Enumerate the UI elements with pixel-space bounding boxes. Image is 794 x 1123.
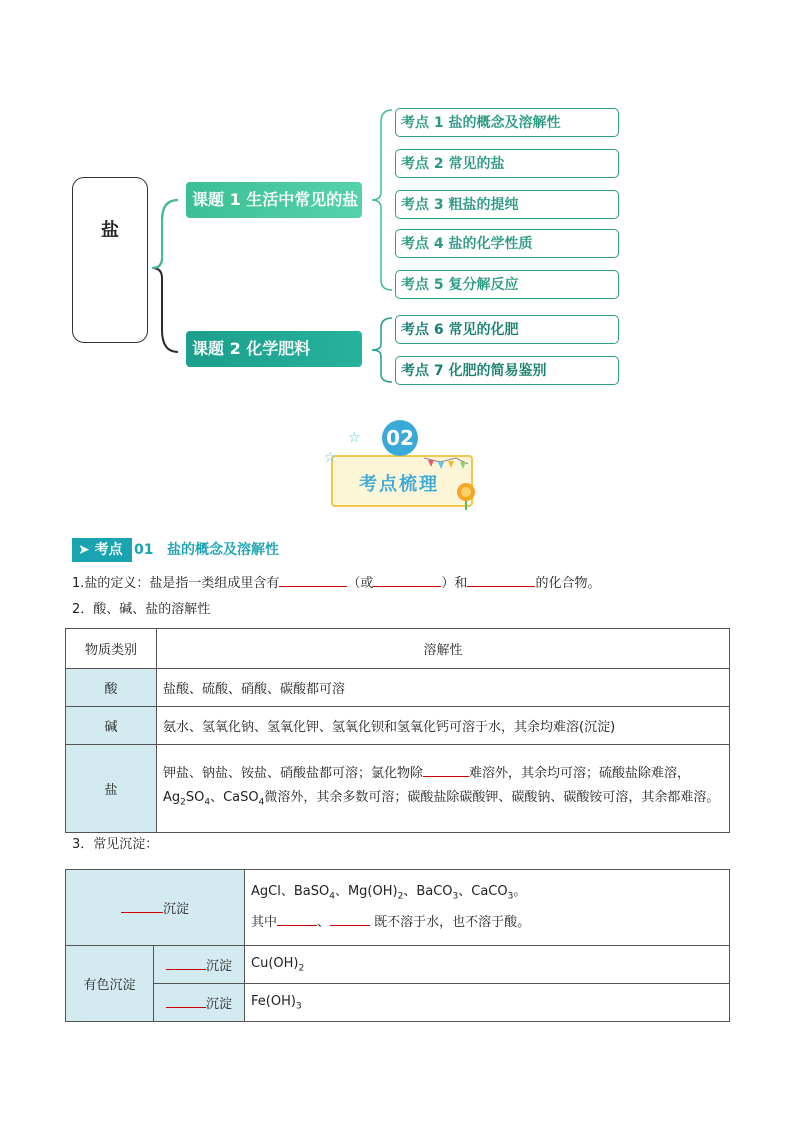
header-category: 物质类别 <box>66 629 157 669</box>
blue-precipitate-label <box>154 946 245 984</box>
point-4: 考点 4 盐的化学性质 <box>395 229 619 258</box>
badge-number: 02 <box>386 426 414 450</box>
lesson-2: 课题 2 化学肥料 <box>186 331 362 367</box>
section-tag-label: 考点 <box>94 542 123 558</box>
section-badge <box>320 420 480 512</box>
point-5: 考点 5 复分解反应 <box>395 270 619 299</box>
definition-text-b: （或 <box>347 576 374 591</box>
note-a: 其中 <box>251 914 278 930</box>
blue-precipitate-value <box>245 946 730 984</box>
salt-sub-a: 2 <box>180 797 186 808</box>
red-precipitate-value <box>245 984 730 1022</box>
point-2: 考点 2 常见的盐 <box>395 149 619 178</box>
formula-a: AgCl、BaSO <box>251 884 330 900</box>
salt-text-c: SO <box>185 790 205 806</box>
solubility-heading: 2．酸、碱、盐的溶解性 <box>72 602 211 617</box>
blank-color-1[interactable] <box>121 899 163 913</box>
formula-sub-d: 3 <box>507 891 514 902</box>
mindmap-root <box>72 177 148 343</box>
white-precipitate-values <box>245 870 730 946</box>
header-solubility: 溶解性 <box>157 629 730 669</box>
section-number: 01 <box>134 542 154 558</box>
section-tag: ➤ 考点 <box>72 538 132 562</box>
formula-sub-c: 3 <box>452 891 459 902</box>
salt-text-b: 难溶外，其余均可溶；硫酸盐除难溶，Ag <box>163 766 691 806</box>
formula-e: 。 <box>513 884 527 900</box>
section-name: 盐的概念及溶解性 <box>167 542 279 558</box>
blank-color-3[interactable] <box>166 994 206 1008</box>
row-salt-text <box>157 745 730 833</box>
point-7: 考点 7 化肥的简易鉴别 <box>395 356 619 385</box>
badge-title: 考点梳理 <box>359 474 439 495</box>
white-precipitate-label <box>66 870 245 946</box>
definition-line <box>72 573 600 594</box>
mindmap-root-label: 盐 <box>101 220 119 241</box>
insoluble-note <box>251 910 723 936</box>
point-6: 考点 6 常见的化肥 <box>395 315 619 344</box>
formula-b: 、Mg(OH) <box>334 884 398 900</box>
row-base-text: 氨水、氢氧化钠、氢氧化钾、氢氧化钡和氢氧化钙可溶于水，其余均难溶(沉淀) <box>157 707 730 745</box>
solubility-table <box>65 628 730 833</box>
svg-text:☆: ☆ <box>348 430 361 446</box>
row-base-label: 碱 <box>66 707 157 745</box>
note-c: 既不溶于水，也不溶于酸。 <box>374 914 531 930</box>
svg-text:☆: ☆ <box>324 450 337 466</box>
red-precipitate-text: 沉淀 <box>205 997 232 1012</box>
formula-sub-b: 2 <box>397 891 404 902</box>
blank-2[interactable] <box>373 573 441 587</box>
precipitate-table <box>65 869 730 1022</box>
formula-d: 、CaCO <box>458 884 508 900</box>
blue-precipitate-text: 沉淀 <box>205 959 232 974</box>
formula-c: 、BaCO <box>403 884 453 900</box>
colored-precipitate-label: 有色沉淀 <box>66 946 154 1022</box>
row-acid-label: 酸 <box>66 669 157 707</box>
definition-text-c: ）和 <box>441 576 468 591</box>
blank-insoluble-2[interactable] <box>330 912 370 926</box>
blank-1[interactable] <box>279 573 347 587</box>
row-salt-label: 盐 <box>66 745 157 833</box>
blank-insoluble-1[interactable] <box>277 912 317 926</box>
feoh-sub: 3 <box>295 1001 302 1012</box>
definition-text-d: 的化合物。 <box>535 576 601 591</box>
salt-text-d: 、CaSO <box>210 790 259 806</box>
cuoh-sub: 2 <box>298 963 305 974</box>
cuoh-formula: Cu(OH) <box>251 955 299 971</box>
precipitate-heading: 3．常见沉淀： <box>72 837 159 852</box>
blank-color-2[interactable] <box>166 956 206 970</box>
point-3: 考点 3 粗盐的提纯 <box>395 190 619 219</box>
salt-sub-b: 4 <box>204 797 211 808</box>
red-precipitate-label <box>154 984 245 1022</box>
note-b: 、 <box>317 914 331 930</box>
feoh-formula: Fe(OH) <box>251 993 296 1009</box>
point-1: 考点 1 盐的概念及溶解性 <box>395 108 619 137</box>
definition-text-a: 1.盐的定义：盐是指一类组成里含有 <box>72 576 280 591</box>
white-precipitate-text: 沉淀 <box>162 902 189 917</box>
blank-3[interactable] <box>467 573 535 587</box>
salt-text-e: 微溶外，其余多数可溶；碳酸盐除碳酸钾、碳酸钠、碳酸铵可溶，其余都难溶。 <box>264 790 720 806</box>
row-acid-text: 盐酸、硫酸、硝酸、碳酸都可溶 <box>157 669 730 707</box>
blank-chloride[interactable] <box>423 763 469 777</box>
salt-sub-c: 4 <box>258 797 265 808</box>
formula-sub-a: 4 <box>329 891 335 902</box>
salt-text-a: 钾盐、钠盐、铵盐、硝酸盐都可溶；氯化物除 <box>163 766 424 782</box>
precipitate-formulas <box>251 879 723 910</box>
lesson-1: 课题 1 生活中常见的盐 <box>186 182 362 218</box>
